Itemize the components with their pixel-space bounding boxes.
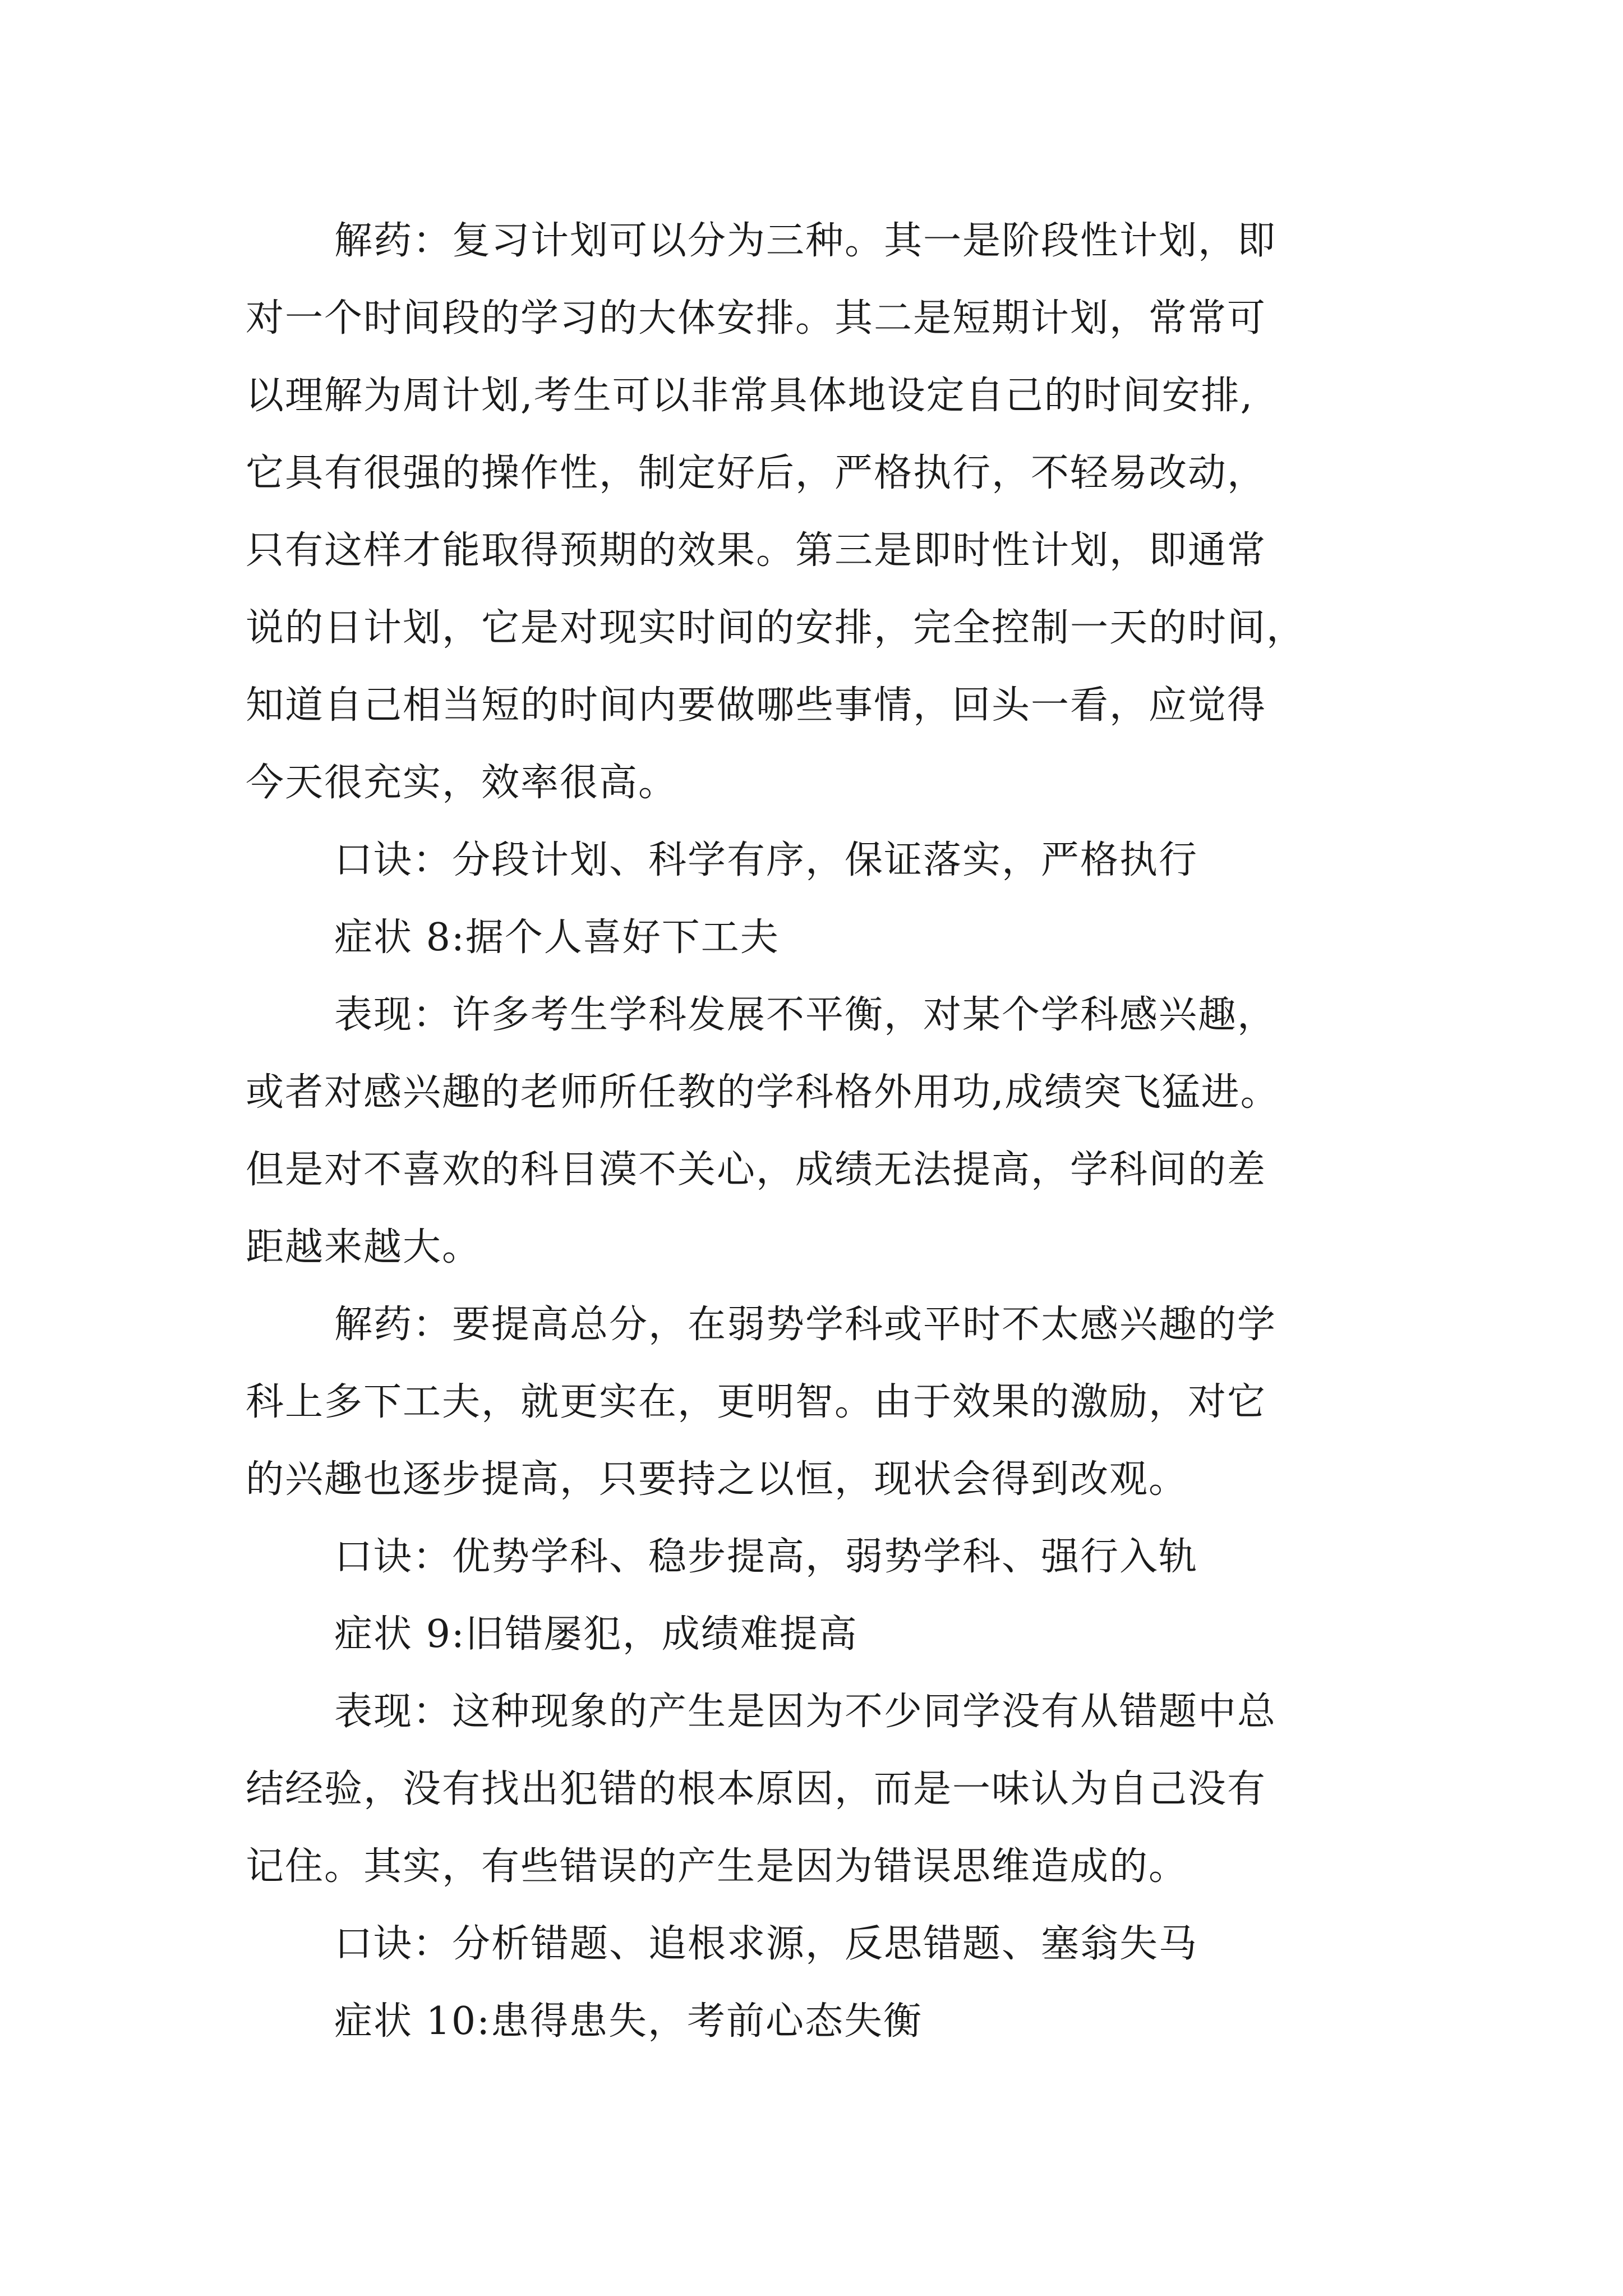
text-line: 的兴趣也逐步提高，只要持之以恒，现状会得到改观。: [246, 1457, 1188, 1502]
text-line: 表现：这种现象的产生是因为不少同学没有从错题中总: [334, 1690, 1277, 1734]
text-line: 对一个时间段的学习的大体安排。其二是短期计划，常常可: [246, 296, 1267, 341]
text-line: 它具有很强的操作性，制定好后，严格执行，不轻易改动，: [246, 451, 1267, 495]
text-line: 口诀：分析错题、追根求源，反思错题、塞翁失马: [334, 1922, 1198, 1966]
text-line: 或者对感兴趣的老师所任教的学科格外用功,成绩突飞猛进。: [246, 1070, 1280, 1115]
text-line: 距越来越大。: [246, 1225, 482, 1269]
text-line: 解药：要提高总分，在弱势学科或平时不太感兴趣的学: [334, 1303, 1277, 1347]
text-line: 知道自己相当短的时间内要做哪些事情，回头一看，应觉得: [246, 683, 1267, 728]
section-heading: 症状 10:患得患失，考前心态失衡: [334, 1999, 923, 2044]
section-heading: 症状 9:旧错屡犯，成绩难提高: [334, 1612, 858, 1657]
text-line: 口诀：分段计划、科学有序，保证落实，严格执行: [334, 838, 1198, 882]
text-line: 科上多下工夫，就更实在，更明智。由于效果的激励，对它: [246, 1380, 1267, 1424]
text-line: 说的日计划，它是对现实时间的安排，完全控制一天的时间，: [246, 606, 1306, 650]
text-line: 今天很充实，效率很高。: [246, 761, 678, 805]
text-line: 表现：许多考生学科发展不平衡，对某个学科感兴趣，: [334, 993, 1277, 1037]
text-line: 以理解为周计划,考生可以非常具体地设定自己的时间安排,: [246, 374, 1254, 418]
text-line: 解药：复习计划可以分为三种。其一是阶段性计划，即: [334, 219, 1277, 263]
text-line: 只有这样才能取得预期的效果。第三是即时性计划，即通常: [246, 528, 1267, 573]
text-line: 结经验，没有找出犯错的根本原因，而是一味认为自己没有: [246, 1767, 1267, 1811]
text-line: 记住。其实，有些错误的产生是因为错误思维造成的。: [246, 1844, 1188, 1889]
text-line: 口诀：优势学科、稳步提高，弱势学科、强行入轨: [334, 1535, 1198, 1579]
text-line: 但是对不喜欢的科目漠不关心，成绩无法提高，学科间的差: [246, 1148, 1267, 1192]
section-heading: 症状 8:据个人喜好下工夫: [334, 915, 780, 960]
